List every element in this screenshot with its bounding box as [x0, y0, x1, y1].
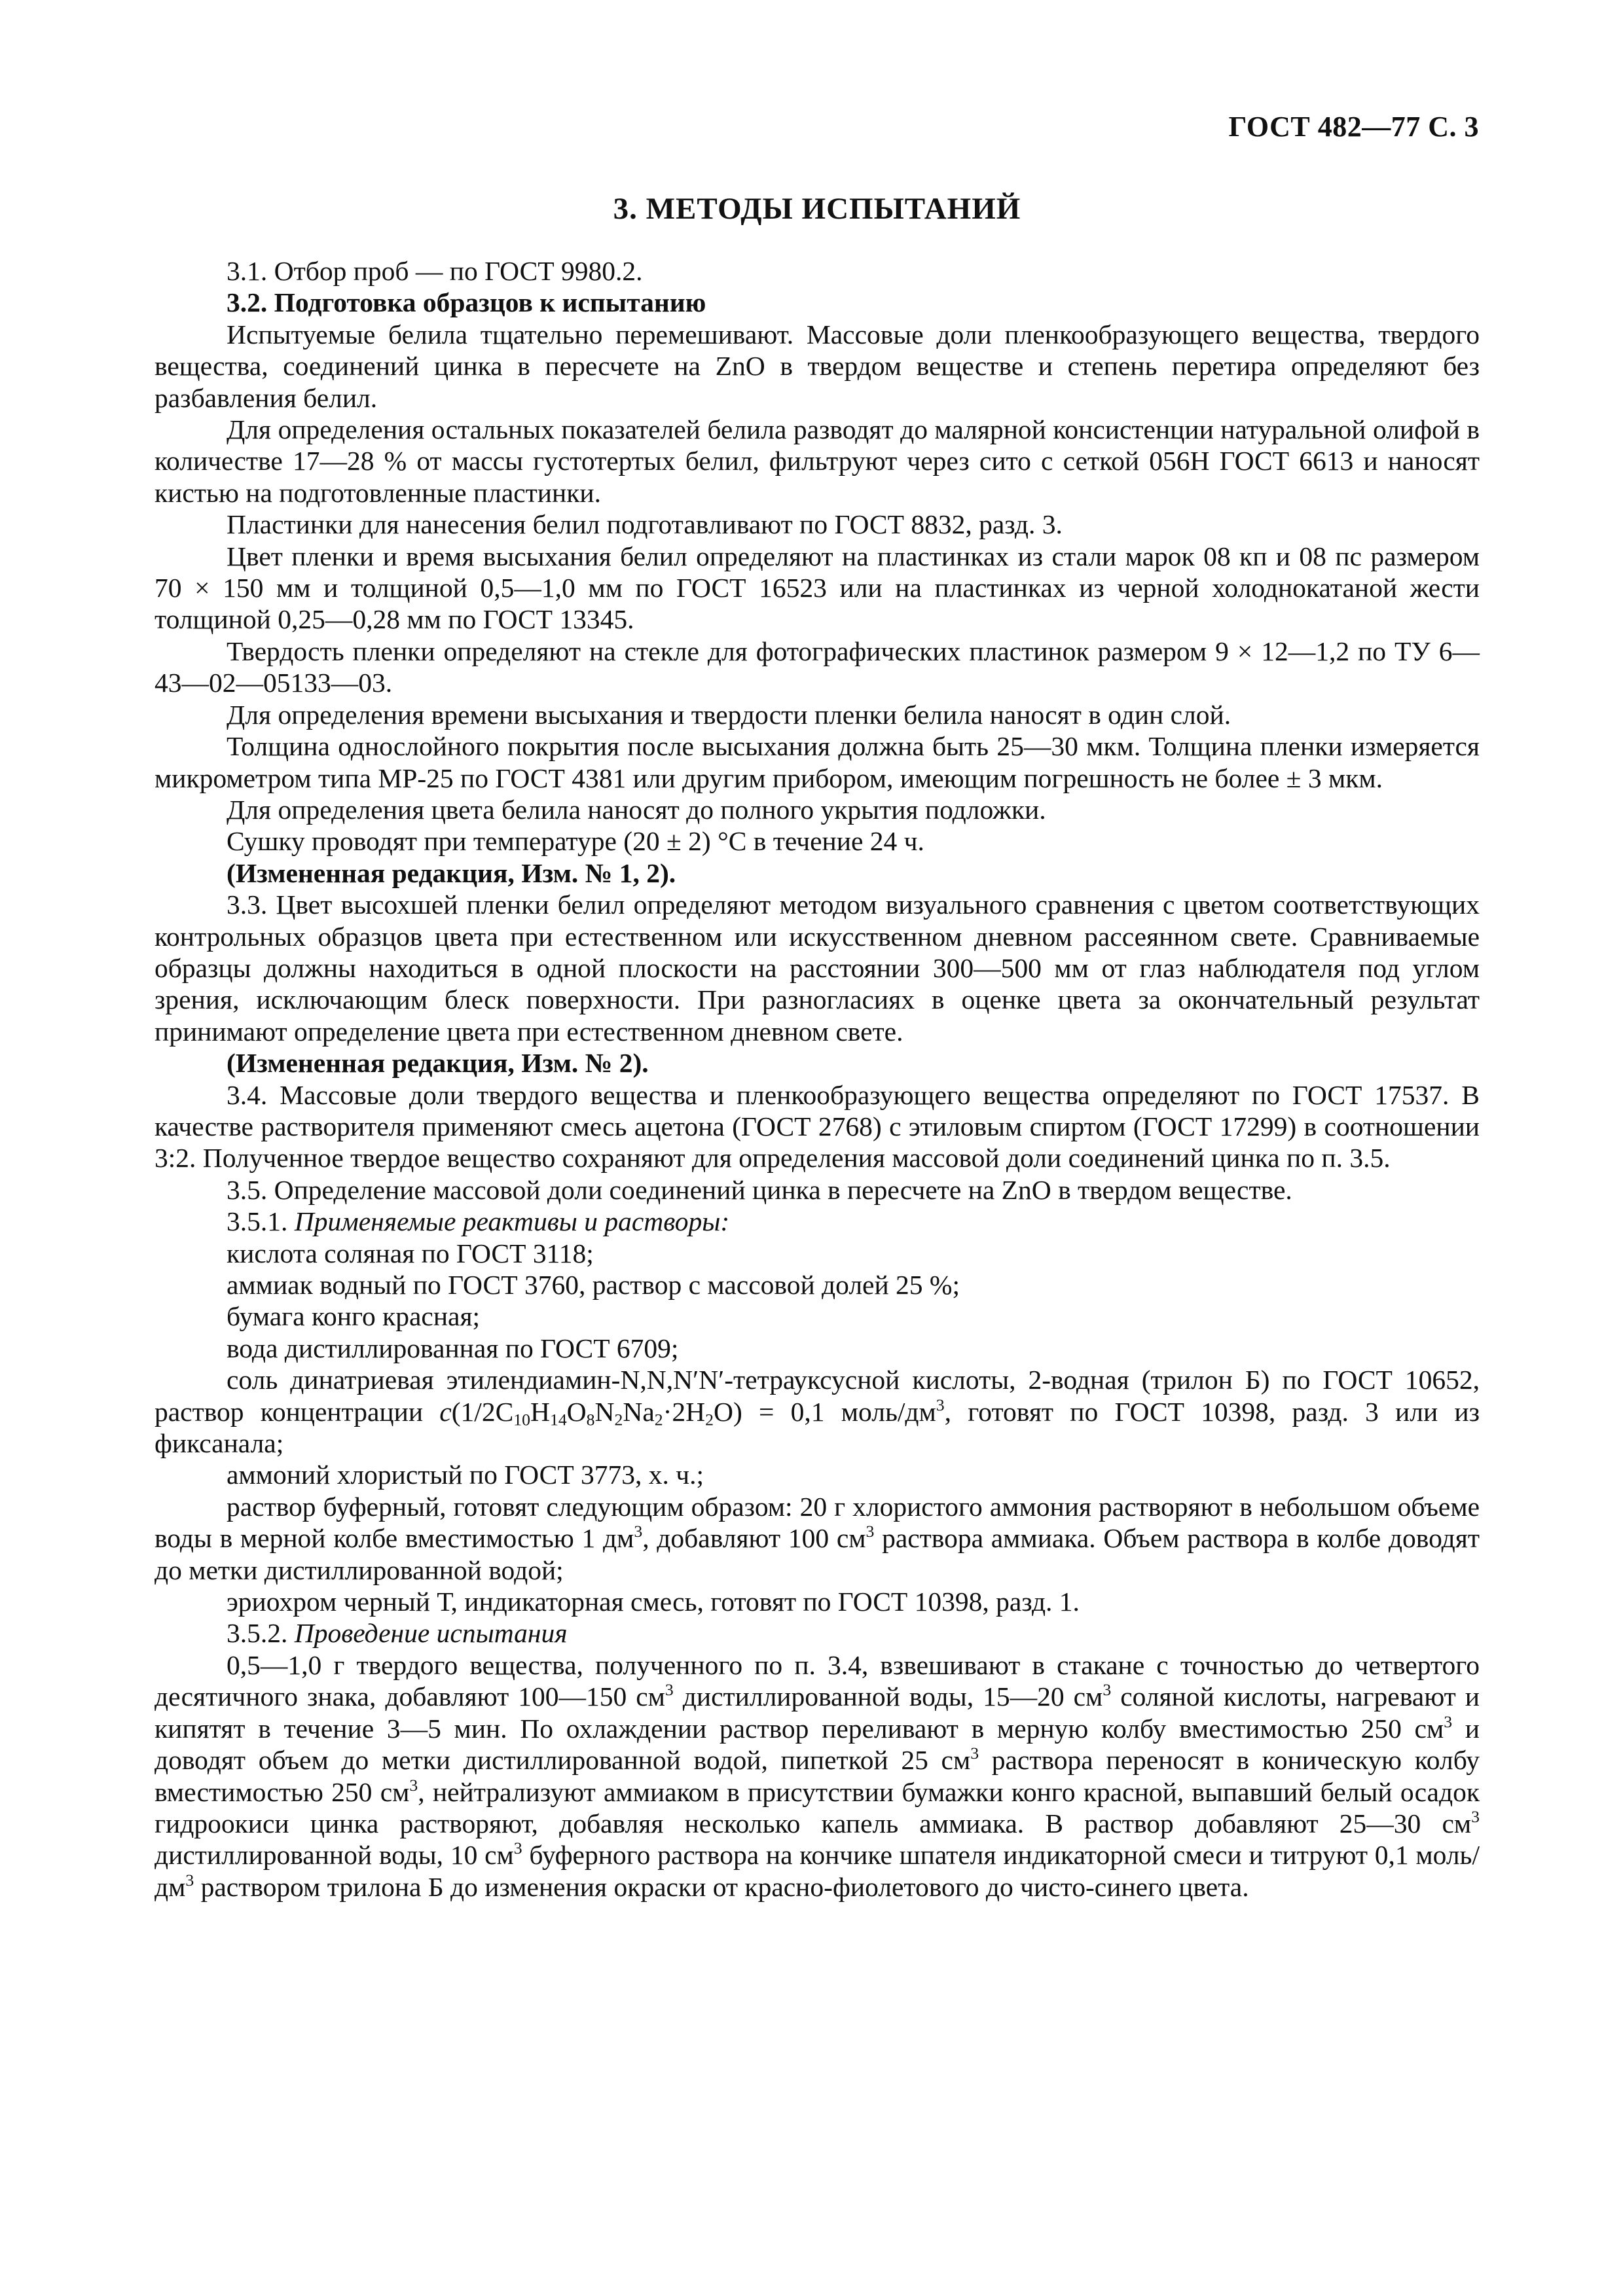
running-head: ГОСТ 482—77 С. 3 — [1228, 111, 1479, 143]
text-run: , нейтрализуют аммиаком в присутствии бумажки конго красной, выпавший белый осадок гидроокиси цинка растворяют, добавляя несколько капель аммиака. В раствор добавляют 25—30 см — [155, 1776, 1480, 1839]
reagent-item: бумага конго красная; — [227, 1301, 481, 1332]
reagent-item: кислота соляная по ГОСТ 3118; — [227, 1238, 594, 1268]
superscript: 3 — [936, 1395, 945, 1414]
superscript: 3 — [970, 1744, 979, 1763]
formula-part: Na — [623, 1396, 655, 1427]
paragraph: Твердость пленки определяют на стекле для фотографических пластинок размером 9 × 12—1,2 по ТУ 6—43—02—05133—03. — [155, 636, 1480, 698]
paragraph: Для определения времени высыхания и твердости пленки белила наносят в один слой. — [227, 699, 1231, 730]
paragraph-3-5: 3.5. Определение массовой доли соединений цинка в пересчете на ZnO в твердом веществе. — [227, 1174, 1292, 1205]
clause-number: 3.5.1. — [227, 1206, 295, 1237]
trilon-formula — [439, 1397, 742, 1427]
reagent-item — [155, 1364, 1480, 1459]
clause-title: Проведение испытания — [294, 1618, 568, 1649]
reagent-item: вода дистиллированная по ГОСТ 6709; — [227, 1333, 679, 1363]
text-run: раствора переносят в коническую колбу вместимостью 250 см — [155, 1745, 1480, 1807]
subheading-3-5-1 — [155, 1206, 1480, 1237]
paragraph: Для определения цвета белила наносят до полного укрытия подложки. — [227, 794, 1046, 825]
document-page — [155, 105, 1480, 1903]
superscript: 3 — [185, 1870, 194, 1890]
text-run: буферного раствора на кончике шпателя индикаторной смеси и титруют 0,1 моль/дм — [155, 1840, 1480, 1902]
document-body — [155, 255, 1480, 1903]
reagent-item — [155, 1491, 1480, 1586]
text-run: 0,5—1,0 г твердого вещества, полученного по п. 3.4, взвешивают в стакане с точностью до четвертого десятичного знака, добавляют 100—150 см — [155, 1649, 1480, 1712]
reagent-item: аммиак водный по ГОСТ 3760, раствор с массовой долей 25 %; — [227, 1270, 960, 1300]
subheading-3-5-2 — [155, 1617, 1480, 1649]
formula-sub: 8 — [586, 1410, 595, 1429]
superscript: 3 — [634, 1522, 643, 1541]
text-run: соляной кислоты, нагревают и кипятят в течение 3—5 мин. По охлаждении раствор переливают в мерную колбу вместимостью 250 см — [155, 1681, 1480, 1744]
clause-number: 3.5.2. — [227, 1618, 295, 1649]
paragraph: Пластинки для нанесения белил подготавливают по ГОСТ 8832, разд. 3. — [227, 509, 1063, 540]
formula-sub: 2 — [654, 1410, 663, 1429]
formula-part: N — [594, 1396, 615, 1427]
superscript: 3 — [665, 1680, 674, 1700]
superscript: 3 — [1444, 1712, 1453, 1731]
text-run: соль динатриевая этилендиамин-N,N,N′N′-тетрауксусной кислоты, 2-водная (трилон Б) по ГОСТ 10652, раствор концентрации — [155, 1365, 1480, 1427]
formula-sub: 2 — [705, 1410, 714, 1429]
paragraph-3-3: 3.3. Цвет высохшей пленки белил определяют методом визуального сравнения с цветом соответствующих контрольных образцов цвета при естественном или искусственном дневном рассеянном свете. Сравниваемые образцы должны находиться в одной плоскости на расстоянии 300—500 мм от глаз наблюдателя под углом зрения, исключающим блеск поверхности. При разногласиях в оценке цвета за окончательный результат принимают определение цвета при естественном дневном свете. — [155, 889, 1480, 1047]
reagent-item: эриохром черный Т, индикаторная смесь, готовят по ГОСТ 10398, разд. 1. — [227, 1587, 1080, 1617]
formula-part: (1/2C — [451, 1396, 514, 1427]
amendment-note: (Измененная редакция, Изм. № 2). — [227, 1048, 649, 1079]
formula-part: ·2H — [663, 1396, 706, 1427]
text-run: раствора аммиака. Объем раствора в колбе доводят до метки дистиллированной водой; — [155, 1523, 1480, 1585]
superscript: 3 — [513, 1839, 522, 1858]
superscript: 3 — [409, 1775, 418, 1795]
formula-sub: 14 — [549, 1410, 567, 1429]
formula-part: O) — [714, 1396, 742, 1427]
text-run: раствор буферный, готовят следующим образом: 20 г хлористого аммония растворяют в небольшом объеме воды в мерной колбе вместимостью 1 дм — [155, 1491, 1480, 1554]
paragraph: Цвет пленки и время высыхания белил определяют на пластинках из стали марок 08 кп и 08 пс размером 70 × 150 мм и толщиной 0,5—1,0 мм по ГОСТ 16523 или на пластинках из черной холоднокатаной жести толщиной 0,25—0,28 мм по ГОСТ 13345. — [155, 541, 1480, 635]
reagent-item: аммоний хлористый по ГОСТ 3773, х. ч.; — [227, 1460, 704, 1490]
text-run: , добавляют 100 см — [642, 1523, 866, 1554]
text-run: дистиллированной воды, 10 см — [155, 1840, 514, 1871]
superscript: 3 — [866, 1522, 875, 1541]
text-run: раствором трилона Б до изменения окраски от красно-фиолетового до чисто-синего цвета. — [194, 1871, 1249, 1902]
formula-c: c — [439, 1396, 452, 1427]
test-procedure — [155, 1649, 1480, 1903]
formula-part: O — [566, 1396, 587, 1427]
amendment-note: (Измененная редакция, Изм. № 1, 2). — [227, 857, 676, 888]
text-run: и доводят объем до метки дистиллированной водой, пипеткой 25 см — [155, 1713, 1480, 1776]
formula-part: H — [530, 1396, 550, 1427]
paragraph: Сушку проводят при температуре (20 ± 2) °С в течение 24 ч. — [227, 826, 924, 857]
formula-sub: 10 — [513, 1410, 530, 1429]
superscript: 3 — [1471, 1806, 1480, 1826]
paragraph-3-4: 3.4. Массовые доли твердого вещества и пленкообразующего вещества определяют по ГОСТ 17537. В качестве растворителя применяют смесь ацетона (ГОСТ 2768) с этиловым спиртом (ГОСТ 17299) в соотношении 3:2. Полученное твердое вещество сохраняют для определения массовой доли соединений цинка по п. 3.5. — [155, 1079, 1480, 1174]
section-title: 3. МЕТОДЫ ИСПЫТАНИЙ — [613, 192, 1021, 226]
paragraph: Толщина однослойного покрытия после высыхания должна быть 25—30 мкм. Толщина пленки измеряется микрометром типа МР-25 по ГОСТ 4381 или другим прибором, имеющим погрешность не более ± 3 мкм. — [155, 731, 1480, 793]
paragraph: Для определения остальных показателей белила разводят до малярной консистенции натуральной олифой в количестве 17—28 % от массы густотертых белил, фильтруют через сито с сеткой 056Н ГОСТ 6613 и наносят кистью на подготовленные пластинки. — [155, 414, 1480, 508]
paragraph-3-1: 3.1. Отбор проб — по ГОСТ 9980.2. — [227, 256, 643, 286]
paragraph: Испытуемые белила тщательно перемешивают. Массовые доли пленкообразующего вещества, твердого вещества, соединений цинка в пересчете на ZnO в твердом веществе и степень перетира определяют без разбавления белил. — [155, 319, 1480, 413]
heading-3-2: 3.2. Подготовка образцов к испытанию — [227, 287, 706, 318]
text-run: дистиллированной воды, 15—20 см — [673, 1681, 1103, 1712]
superscript: 3 — [1103, 1680, 1112, 1700]
text-run: , готовят по ГОСТ 10398, разд. 3 или из фиксанала; — [155, 1396, 1480, 1459]
clause-title: Применяемые реактивы и растворы: — [294, 1206, 730, 1237]
text-run: = 0,1 моль/дм — [742, 1396, 936, 1427]
formula-sub: 2 — [614, 1410, 623, 1429]
